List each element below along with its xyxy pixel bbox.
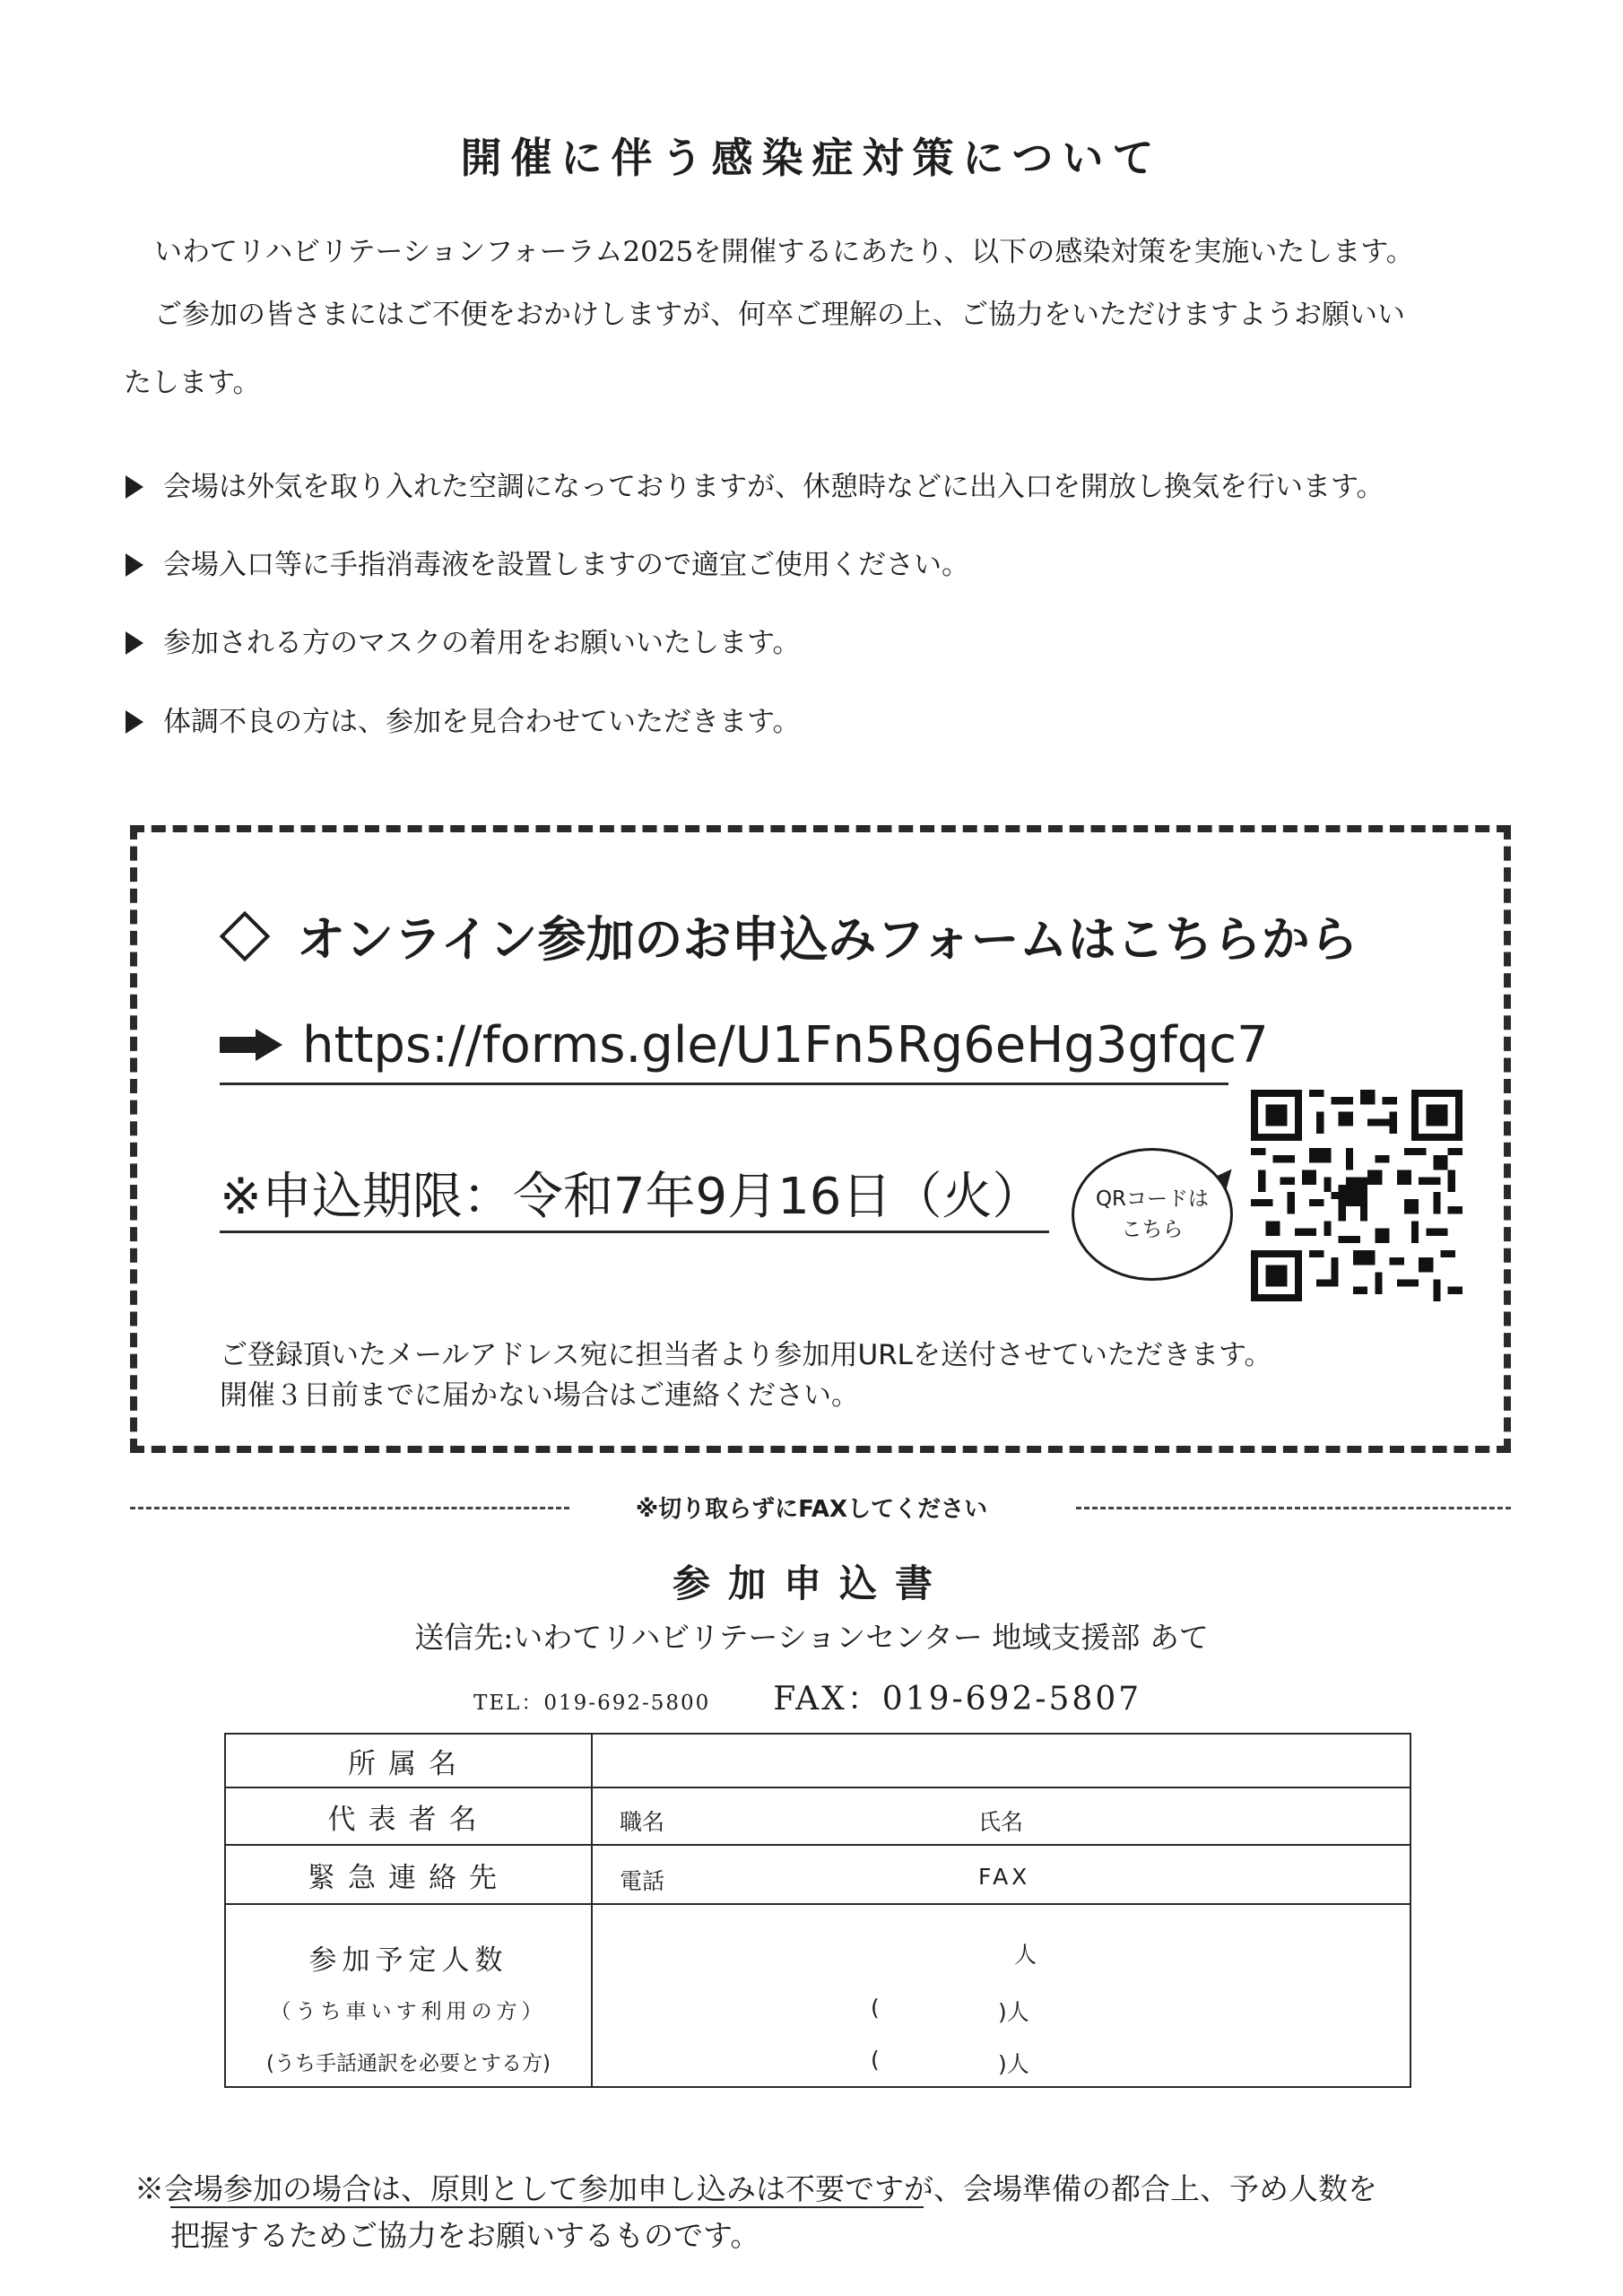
cut-notice: ※切り取らずにFAXしてください <box>635 1496 988 1523</box>
online-heading-text: オンライン参加のお申込みフォームはこちらから <box>297 911 1358 968</box>
measure-item <box>126 621 801 665</box>
measure-text: 参加される方のマスクの着用をお願いいたします。 <box>163 627 801 659</box>
attendees-field[interactable] <box>592 1904 1410 2087</box>
triangle-right-icon <box>126 475 143 499</box>
affiliation-field[interactable] <box>592 1734 1410 1787</box>
table-row <box>225 1734 1410 1787</box>
application-form-table <box>224 1733 1411 2088</box>
wheelchair-paren-open: ( <box>871 1995 880 2021</box>
qr-speech-bubble <box>1072 1148 1233 1281</box>
wheelchair-unit: )人 <box>998 1999 1029 2025</box>
table-row <box>225 1787 1410 1845</box>
tel-number: TEL：019-692-5800 <box>473 1692 711 1715</box>
bubble-line-1: QRコードは <box>1095 1187 1210 1211</box>
online-note-1: ご登録頂いたメールアドレス宛に担当者より参加用URLを送付させていただきます。 <box>220 1339 1272 1371</box>
footnote-line-1: ※会場参加の場合は、原則として参加申し込みは不要ですが、会場準備の都合上、予め人数を <box>135 2171 1377 2206</box>
online-note-2: 開催３日前までに届かない場合はご連絡ください。 <box>220 1379 859 1412</box>
intro-line-3: たします。 <box>124 367 261 399</box>
deadline-text: ※申込期限：令和7年9月16日（火） <box>220 1168 1043 1226</box>
send-to: 送信先:いわてリハビリテーションセンター 地域支援部 あて <box>414 1620 1209 1655</box>
table-row <box>225 1845 1410 1904</box>
measure-item <box>126 543 969 587</box>
triangle-right-icon <box>126 631 143 655</box>
form-url-link[interactable]: https://forms.gle/U1Fn5Rg6eHg3gfqc7 <box>302 1015 1269 1074</box>
contact-numbers <box>473 1674 1141 1719</box>
measure-text: 会場入口等に手指消毒液を設置しますので適宜ご使用ください。 <box>163 549 969 581</box>
measure-item <box>126 700 801 744</box>
footnote-underline <box>170 2206 924 2208</box>
representative-field[interactable] <box>592 1787 1410 1845</box>
emergency-label: 緊急連絡先 <box>225 1845 592 1904</box>
sign-language-paren-open: ( <box>871 2047 880 2073</box>
footnote-line-2: 把握するためご協力をお願いするものです。 <box>170 2218 760 2253</box>
rep-title-label: 職名 <box>620 1809 665 1835</box>
triangle-right-icon <box>126 710 143 734</box>
affiliation-label: 所属名 <box>225 1734 592 1787</box>
sign-language-label: (うち手話通訳を必要とする方) <box>266 2052 551 2075</box>
measure-item <box>126 465 1384 509</box>
representative-label: 代表者名 <box>225 1787 592 1845</box>
measure-text: 体調不良の方は、参加を見合わせていただきます。 <box>163 706 801 738</box>
url-row <box>220 1009 1269 1081</box>
attendees-label-cell <box>225 1904 592 2087</box>
page-title: 開催に伴う感染症対策について <box>460 134 1163 182</box>
wheelchair-label: （うち車いす利用の方） <box>270 2000 547 2023</box>
deadline-underline <box>220 1231 1049 1233</box>
form-title: 参加申込書 <box>672 1561 950 1605</box>
footnote <box>135 2166 1377 2259</box>
url-underline <box>220 1083 1228 1085</box>
measure-text: 会場は外気を取り入れた空調になっておりますが、休憩時などに出入口を開放し換気を行います。 <box>163 471 1384 503</box>
cut-line-right <box>1076 1507 1511 1509</box>
sign-language-unit: )人 <box>998 2051 1029 2077</box>
emergency-field[interactable] <box>592 1845 1410 1904</box>
fax-number: FAX：019-692-5807 <box>773 1681 1142 1718</box>
attendees-unit: 人 <box>1014 1942 1037 1968</box>
diamond-icon <box>220 910 271 961</box>
qr-code-icon[interactable] <box>1251 1090 1462 1301</box>
phone-label: 電話 <box>620 1868 665 1894</box>
arrow-right-icon <box>220 1029 282 1061</box>
online-heading <box>220 901 1358 970</box>
attendees-label: 参加予定人数 <box>308 1944 508 1977</box>
table-row <box>225 1904 1410 2087</box>
fax-label: FAX <box>978 1864 1031 1890</box>
rep-name-label: 氏名 <box>978 1809 1024 1835</box>
intro-line-2: ご参加の皆さまにはご不便をおかけしますが、何卒ご理解の上、ご協力をいただけますようお願いい <box>154 299 1405 331</box>
bubble-line-2: こちら <box>1121 1218 1184 1241</box>
triangle-right-icon <box>126 553 143 577</box>
intro-line-1: いわてリハビリテーションフォーラム2025を開催するにあたり、以下の感染対策を実施いたします。 <box>154 236 1414 268</box>
